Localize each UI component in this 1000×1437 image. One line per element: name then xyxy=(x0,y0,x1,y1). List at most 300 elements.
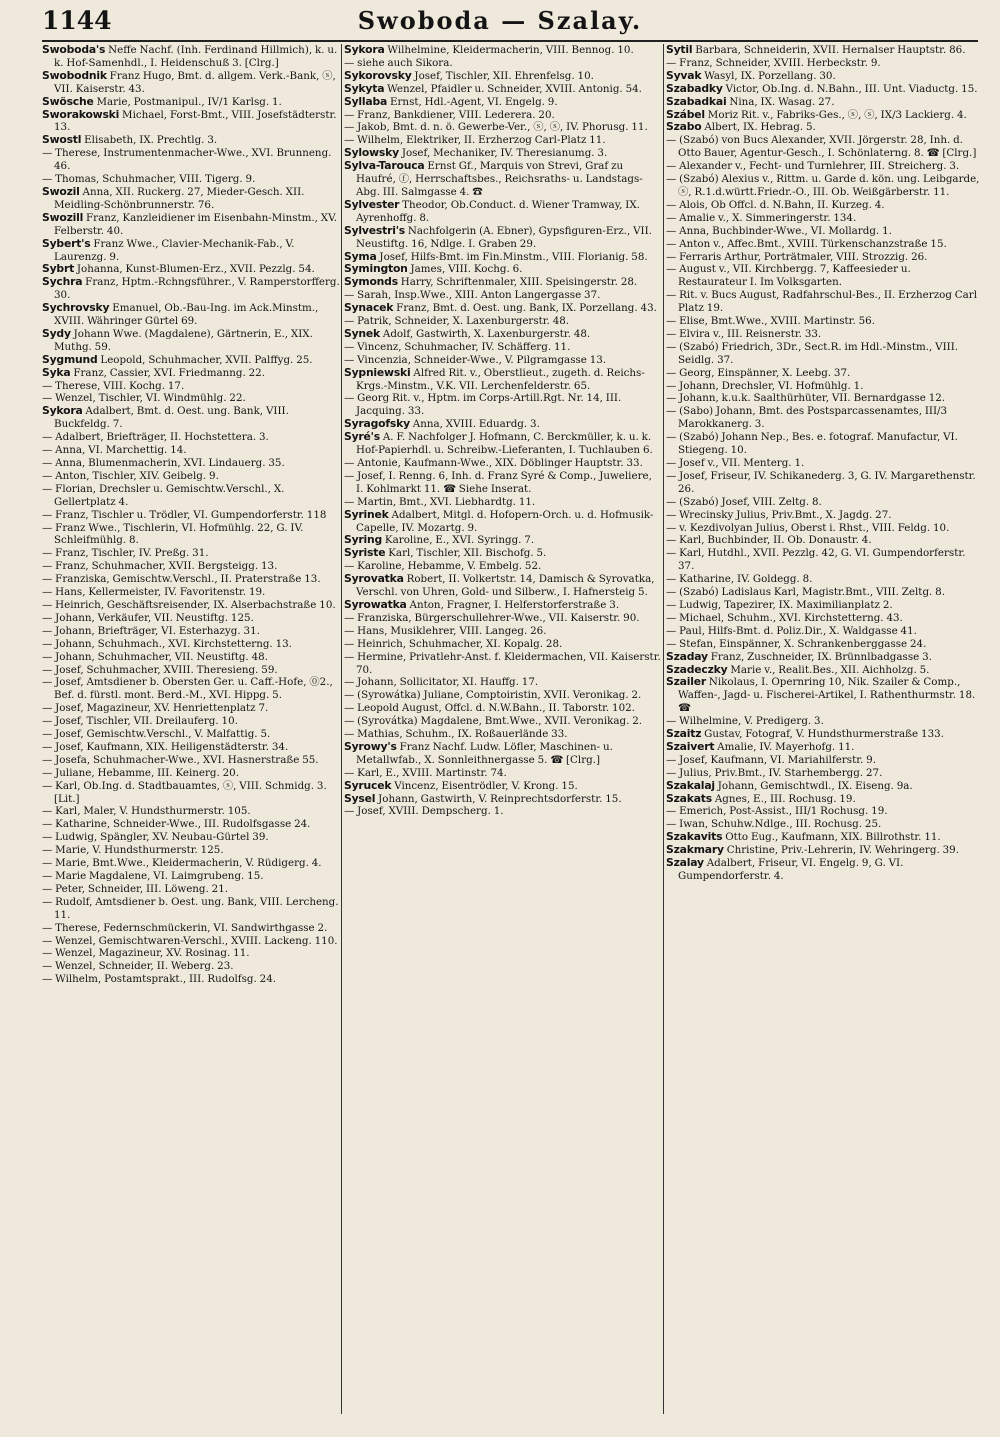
entry-text: Agnes, E., III. Rochusg. 19. xyxy=(712,792,856,805)
directory-entry xyxy=(42,392,340,405)
entry-text: — Johann, Briefträger, VI. Esterhazyg. 31. xyxy=(42,624,260,637)
entry-text: — Josef, Amtsdiener b. Obersten Ger. u. Caff.-Hofe, ⓪2., Bef. d. fürstl. mont. Berd.-M., XVI. Hippg. 5. xyxy=(42,676,333,702)
entry-text: — Martin, Bmt., XVI. Liebhardtg. 11. xyxy=(344,495,536,508)
entry-text: Alfred Rit. v., Oberstlieut., zugeth. d. Reichs-Krgs.-Minstm., V.K. VII. Lerchenfelderstr. 65. xyxy=(356,366,645,392)
entry-text: — Franz, Tischler u. Trödler, VI. Gumpendorferstr. 118 xyxy=(42,508,327,521)
entry-text: — August v., VII. Kirchbergg. 7, Kaffeesieder u. Restaurateur I. Im Volksgarten. xyxy=(666,263,911,289)
directory-entry xyxy=(666,96,980,109)
directory-entry xyxy=(666,509,980,522)
entry-text: Franz, Hptm.-Rchngsführer., V. Ramperstorfferg. 30. xyxy=(54,276,340,302)
directory-entry xyxy=(42,612,340,625)
entry-text: Anna, XII. Ruckerg. 27, Mieder-Gesch. XII. Meidling-Schönbrunnerstr. 76. xyxy=(54,185,305,211)
entry-text: Franz, Zuschneider, IX. Brünnlbadgasse 3. xyxy=(707,650,932,663)
directory-entry xyxy=(666,496,980,509)
entry-text: Wilhelmine, Kleidermacherin, VIII. Bennog. 10. xyxy=(384,44,634,56)
entry-surname: Symonds xyxy=(344,275,398,289)
entry-surname: Sykora xyxy=(344,44,385,56)
entry-text: Johann, Gemischtwdl., IX. Eiseng. 9a. xyxy=(714,779,913,792)
entry-text: — Karl, Hutdhl., XVII. Pezzlg. 42, G. VI. Gumpendorferstr. 37. xyxy=(666,547,966,573)
entry-text: — Rudolf, Amtsdiener b. Oest. ung. Bank, VIII. Lercheng. 11. xyxy=(42,895,339,921)
entry-surname: Sykyta xyxy=(344,81,385,95)
entry-text: James, VIII. Kochg. 6. xyxy=(407,263,523,276)
directory-entry xyxy=(666,44,980,57)
directory-entry xyxy=(344,496,662,509)
entry-text: — Vincenz, Schuhmacher, IV. Schäfferg. 11. xyxy=(344,340,571,353)
entry-text: — Juliane, Hebamme, III. Keinerg. 20. xyxy=(42,766,240,779)
entry-text: — Stefan, Einspänner, X. Schrankenberggasse 24. xyxy=(666,637,927,650)
entry-text: Christine, Priv.-Lehrerin, IV. Wehringerg. 39. xyxy=(723,844,959,857)
entry-text: — Anna, Blumenmacherin, XVI. Lindauerg. 35. xyxy=(42,457,285,469)
entry-surname: Syrinek xyxy=(344,507,389,521)
directory-entry xyxy=(666,315,980,328)
entry-text: — Johann, Drechsler, VI. Hofmühlg. 1. xyxy=(666,379,864,392)
directory-entry xyxy=(666,392,980,405)
entry-text: — Elvira v., III. Reisnerstr. 33. xyxy=(666,327,822,340)
entry-text: Adolf, Gastwirth, X. Laxenburgerstr. 48. xyxy=(380,327,591,340)
entry-surname: Szalay xyxy=(666,856,704,870)
entry-text: — (Szabó) Josef, VIII. Zeltg. 8. xyxy=(666,495,822,508)
entry-surname: Syrowatka xyxy=(344,597,407,611)
directory-entry xyxy=(42,263,340,276)
entry-text: Emanuel, Ob.-Bau-Ing. im Ack.Minstm., XVIII. Währinger Gürtel 69. xyxy=(54,302,319,328)
entry-surname: Sygmund xyxy=(42,352,98,366)
directory-entry xyxy=(344,780,662,793)
entry-text: Neffe Nachf. (Inh. Ferdinand Hillmich), k. u. k. Hof-Samenhdl., I. Heidenschuß 3. [Clrg.] xyxy=(54,44,338,69)
entry-text: — Franziska, Bürgerschullehrer-Wwe., VII. Kaiserstr. 90. xyxy=(344,611,640,624)
directory-entry xyxy=(666,534,980,547)
directory-entry xyxy=(666,805,980,818)
entry-surname: Syring xyxy=(344,533,383,547)
entry-text: — (Szabó) Alexius v., Rittm. u. Garde d. kön. ung. Leibgarde, ⓢ, R.1.d.württ.Friedr.-O., III. Ob. Weißgärberstr. 11. xyxy=(666,173,980,198)
directory-entry xyxy=(666,238,980,251)
column-divider xyxy=(341,44,342,1414)
page-header xyxy=(0,0,1000,44)
entry-text: — Amalie v., X. Simmeringerstr. 134. xyxy=(666,211,857,224)
directory-entry xyxy=(344,767,662,780)
entry-text: — Hans, Musiklehrer, VIII. Langeg. 26. xyxy=(344,624,547,637)
directory-entry xyxy=(344,599,662,612)
entry-text: — Iwan, Schuhw.Ndlge., III. Rochusg. 25. xyxy=(666,818,882,831)
entry-text: — Johann, Schuhmacher, VII. Neustiftg. 48. xyxy=(42,650,268,663)
directory-entry xyxy=(42,444,340,457)
entry-text: Anton, Fragner, I. Helferstorferstraße 3. xyxy=(406,598,620,611)
entry-text: Ernst Gf., Marquis von Strevi, Graf zu Haufré, ⓕ, Herrschaftsbes., Reichsraths- u. Landstags-Abg. III. Salmgasse 4. ☎ xyxy=(356,160,643,198)
directory-entry xyxy=(42,405,340,431)
directory-entry xyxy=(42,896,340,922)
directory-entry xyxy=(42,702,340,715)
directory-entry xyxy=(42,367,340,380)
entry-text: — Antonie, Kaufmann-Wwe., XIX. Döblinger Hauptstr. 33. xyxy=(344,457,643,469)
directory-entry xyxy=(42,354,340,367)
entry-text: — Franz, Bankdiener, VIII. Lederera. 20. xyxy=(344,108,555,121)
directory-entry xyxy=(666,431,980,457)
directory-entry xyxy=(42,922,340,935)
entry-text: — Katharine, Schneider-Wwe., III. Rudolfsgasse 24. xyxy=(42,818,311,831)
directory-entry xyxy=(42,831,340,844)
entry-text: — Josef, Gemischtw.Verschl., V. Malfattig. 5. xyxy=(42,728,271,741)
directory-entry xyxy=(42,664,340,677)
entry-text: — Sarah, Insp.Wwe., XIII. Anton Langergasse 37. xyxy=(344,289,601,302)
directory-entry xyxy=(666,573,980,586)
entry-text: — Josef v., VII. Menterg. 1. xyxy=(666,457,805,469)
entry-text: — Franz Wwe., Tischlerin, VI. Hofmühlg. 22, G. IV. Schleifmühlg. 8. xyxy=(42,521,304,547)
directory-entry xyxy=(42,186,340,212)
entry-text: Franz, Bmt. d. Oest. ung. Bank, IX. Porzellang. 43. xyxy=(393,302,657,315)
entry-text: Barbara, Schneiderin, XVII. Hernalser Hauptstr. 86. xyxy=(692,44,966,56)
entry-text: — Alois, Ob Offcl. d. N.Bahn, II. Kurzeg. 4. xyxy=(666,198,885,211)
entry-text: — (Syrovátka) Magdalene, Bmt.Wwe., XVII. Veronikag. 2. xyxy=(344,715,643,728)
entry-text: — Johann, Verkäufer, VII. Neustiftg. 125. xyxy=(42,611,254,624)
directory-entry xyxy=(42,483,340,509)
entry-text: Vincenz, Eisentrödler, V. Krong. 15. xyxy=(391,779,578,792)
entry-text: — Ludwig, Spängler, XV. Neubau-Gürtel 39. xyxy=(42,831,269,844)
entry-text: Karl, Tischler, XII. Bischofg. 5. xyxy=(385,547,547,560)
directory-entry xyxy=(666,160,980,173)
entry-text: Karoline, E., XVI. Syringg. 7. xyxy=(382,534,535,547)
entry-text: Wenzel, Pfaidler u. Schneider, XVIII. Antonig. 54. xyxy=(384,82,642,95)
entry-text: — Anna, Buchbinder-Wwe., VI. Mollardg. 1. xyxy=(666,224,892,237)
entry-text: — Franziska, Gemischtw.Verschl., II. Praterstraße 13. xyxy=(42,573,321,586)
entry-text: Nikolaus, I. Opernring 10, Nik. Szailer & Comp., Waffen-, Jagd- u. Fischerei-Artikel, I. Rathenthurmstr. 18. ☎ xyxy=(678,676,976,715)
entry-text: — Wilhelm, Elektriker, II. Erzherzog Carl-Platz 11. xyxy=(344,134,606,147)
entry-text: — Marie Magdalene, VI. Laimgrubeng. 15. xyxy=(42,870,264,882)
directory-entry xyxy=(42,431,340,444)
directory-entry xyxy=(42,70,340,96)
entry-surname: Syllaba xyxy=(344,94,388,108)
directory-entry xyxy=(42,741,340,754)
directory-entry xyxy=(344,638,662,651)
directory-entry xyxy=(42,818,340,831)
entry-surname: Szaday xyxy=(666,649,708,663)
entry-text: — v. Kezdivolyan Julius, Oberst i. Rhst., VIII. Feldg. 10. xyxy=(666,521,950,534)
directory-entry xyxy=(42,767,340,780)
directory-entry xyxy=(666,380,980,393)
entry-text: — Elise, Bmt.Wwe., XVIII. Martinstr. 56. xyxy=(666,315,875,328)
directory-entry xyxy=(42,573,340,586)
directory-entry xyxy=(42,44,340,70)
entry-text: — Adalbert, Briefträger, II. Hochstettera. 3. xyxy=(42,431,269,444)
entry-text: Johann Wwe. (Magdalene), Gärtnerin, E., XIX. Muthg. 59. xyxy=(54,327,313,353)
entry-text: — Marie, Bmt.Wwe., Kleidermacherin, V. Rüdigerg. 4. xyxy=(42,857,322,870)
entry-text: — Alexander v., Fecht- und Turnlehrer, III. Streicherg. 3. xyxy=(666,160,960,173)
directory-entry xyxy=(666,367,980,380)
entry-text: Theodor, Ob.Conduct. d. Wiener Tramway, IX. Ayrenhoffg. 8. xyxy=(356,198,640,224)
directory-entry xyxy=(666,664,980,677)
entry-text: Adalbert, Mitgl. d. Hofopern-Orch. u. d. Hofmusik-Capelle, IV. Mozartg. 9. xyxy=(356,508,654,534)
directory-entry xyxy=(42,780,340,806)
entry-surname: Szakavits xyxy=(666,830,723,844)
entry-text: Adalbert, Bmt. d. Oest. ung. Bank, VIII. Buckfeldg. 7. xyxy=(54,405,289,431)
directory-entry xyxy=(344,509,662,535)
entry-surname: Szakmary xyxy=(666,843,724,857)
entry-text: — Wenzel, Tischler, VI. Windmühlg. 22. xyxy=(42,392,246,405)
directory-entry xyxy=(42,857,340,870)
directory-entry xyxy=(42,212,340,238)
directory-entry xyxy=(344,121,662,134)
entry-text: — Heinrich, Geschäftsreisender, IX. Alserbachstraße 10. xyxy=(42,598,336,611)
directory-entry xyxy=(344,715,662,728)
directory-entry xyxy=(666,547,980,573)
entry-surname: Szakats xyxy=(666,791,712,805)
directory-entry xyxy=(42,754,340,767)
entry-text: Franz Hugo, Bmt. d. allgem. Verk.-Bank, ⓢ, VII. Kaiserstr. 43. xyxy=(54,69,336,95)
entry-surname: Szabadky xyxy=(666,81,723,95)
column-divider xyxy=(663,44,664,1414)
entry-surname: Sybert's xyxy=(42,236,91,250)
entry-surname: Sychra xyxy=(42,275,83,289)
entry-surname: Sylvestri's xyxy=(344,223,406,237)
entry-text: — Hermine, Privatlehr-Anst. f. Kleidermachen, VII. Kaiserstr. 70. xyxy=(344,650,661,676)
directory-entry xyxy=(42,651,340,664)
directory-entry xyxy=(666,715,980,728)
directory-entry xyxy=(42,676,340,702)
entry-text: Anna, XVIII. Eduardg. 3. xyxy=(409,418,540,431)
directory-entry xyxy=(666,251,980,264)
entry-text: Johann, Gastwirth, V. Reinprechtsdorferstr. 15. xyxy=(375,792,622,805)
entry-surname: Syragofsky xyxy=(344,417,410,431)
entry-surname: Symington xyxy=(344,262,408,276)
entry-surname: Syvak xyxy=(666,68,702,82)
entry-text: — Emerich, Post-Assist., III/1 Rochusg. 19. xyxy=(666,805,888,818)
directory-entry xyxy=(42,586,340,599)
directory-entry xyxy=(666,57,980,70)
directory-entry xyxy=(344,805,662,818)
directory-entry xyxy=(344,341,662,354)
entry-surname: Szaitz xyxy=(666,727,702,741)
entry-text: — Anton, Tischler, XIV. Geibelg. 9. xyxy=(42,469,219,482)
entry-text: — Johann, k.u.k. Saalthürhüter, VII. Bernardgasse 12. xyxy=(666,392,946,405)
entry-surname: Synek xyxy=(344,326,381,340)
entry-text: — Wilhelmine, V. Predigerg. 3. xyxy=(666,715,824,728)
directory-entry xyxy=(42,805,340,818)
entry-text: — Karl, Buchbinder, II. Ob. Donaustr. 4. xyxy=(666,534,872,547)
entry-surname: Syrucek xyxy=(344,778,392,792)
entry-text: — Wilhelm, Postamtsprakt., III. Rudolfsg. 24. xyxy=(42,973,277,986)
entry-text: — Josef, Kaufmann, VI. Mariahilferstr. 9. xyxy=(666,753,876,766)
directory-entry xyxy=(42,883,340,896)
directory-entry xyxy=(666,676,980,715)
directory-entry xyxy=(666,638,980,651)
entry-text: — Julius, Priv.Bmt., IV. Starhembergg. 27. xyxy=(666,766,883,779)
entry-text: — Patrik, Schneider, X. Laxenburgerstr. 48. xyxy=(344,315,570,328)
directory-entry xyxy=(344,625,662,638)
directory-entry xyxy=(344,741,662,767)
entry-text: — Florian, Drechsler u. Gemischtw.Verschl., X. Gellertplatz 4. xyxy=(42,482,285,508)
directory-entry xyxy=(666,599,980,612)
running-head: Swoboda — Szalay. xyxy=(357,6,643,35)
directory-entry xyxy=(344,315,662,328)
entry-surname: Syré's xyxy=(344,430,380,444)
directory-entry xyxy=(344,702,662,715)
entry-text: — Josef, XVIII. Dempscherg. 1. xyxy=(344,805,504,818)
directory-entry xyxy=(344,573,662,599)
entry-text: — Thomas, Schuhmacher, VIII. Tigerg. 9. xyxy=(42,173,256,186)
entry-text: — Johann, Schuhmach., XVI. Kirchstetterng. 13. xyxy=(42,637,292,650)
entry-surname: Swozill xyxy=(42,210,84,224)
entry-surname: Sychrovsky xyxy=(42,301,110,315)
directory-entry xyxy=(344,392,662,418)
directory-entry xyxy=(666,754,980,767)
directory-entry xyxy=(42,935,340,948)
entry-text: — Josef, Schuhmacher, XVIII. Theresieng. 59. xyxy=(42,663,278,676)
directory-entry xyxy=(666,263,980,289)
header-rule xyxy=(42,40,978,42)
entry-text: Wasyl, IX. Porzellang. 30. xyxy=(701,69,836,82)
entry-text: Michael, Forst-Bmt., VIII. Josefstädterstr. 13. xyxy=(54,108,337,134)
directory-entry xyxy=(42,302,340,328)
entry-text: Amalie, IV. Mayerhofg. 11. xyxy=(714,740,855,753)
entry-text: Marie v., Realit.Bes., XII. Aichholzg. 5. xyxy=(727,663,930,676)
directory-entry xyxy=(344,160,662,199)
entry-text: — Josefa, Schuhmacher-Wwe., XVI. Hasnerstraße 55. xyxy=(42,753,319,766)
entry-text: — Johann, Sollicitator, XI. Hauffg. 17. xyxy=(344,676,539,689)
entry-text: — Therese, VIII. Kochg. 17. xyxy=(42,379,185,392)
entry-text: Franz, Kanzleidiener im Eisenbahn-Minstm., XV. Felberstr. 40. xyxy=(54,211,338,237)
directory-entry xyxy=(344,418,662,431)
directory-entry xyxy=(344,676,662,689)
entry-surname: Sydy xyxy=(42,326,71,340)
entry-surname: Sysel xyxy=(344,791,376,805)
directory-entry xyxy=(42,715,340,728)
entry-text: — Karl, Ob.Ing. d. Stadtbauamtes, ⓢ, VIII. Schmidg. 3. [Lit.] xyxy=(42,779,327,805)
directory-entry xyxy=(42,470,340,483)
entry-surname: Synacek xyxy=(344,301,394,315)
entry-text: — (Syrowátka) Juliane, Comptoiristin, XVII. Veronikag. 2. xyxy=(344,689,642,702)
directory-entry xyxy=(344,276,662,289)
directory-entry xyxy=(42,728,340,741)
directory-entry xyxy=(666,857,980,883)
entry-text: — (Szabó) Johann Nep., Bes. e. fotograf. Manufactur, VI. Stiegeng. 10. xyxy=(666,431,958,457)
entry-text: Ernst, Hdl.-Agent, VI. Engelg. 9. xyxy=(387,95,558,108)
directory-entry xyxy=(42,844,340,857)
directory-entry xyxy=(344,83,662,96)
directory-entry xyxy=(666,844,980,857)
directory-entry xyxy=(344,328,662,341)
entry-surname: Szadeczky xyxy=(666,662,728,676)
entry-text: Marie, Postmanipul., IV/1 Karlsg. 1. xyxy=(93,95,282,108)
directory-entry xyxy=(42,238,340,264)
entry-text: Nina, IX. Wasag. 27. xyxy=(726,95,835,108)
entry-text: — Peter, Schneider, III. Löweng. 21. xyxy=(42,882,229,895)
entry-text: Elisabeth, IX. Prechtlg. 3. xyxy=(81,134,218,147)
entry-text: — Leopold August, Offcl. d. N.W.Bahn., II. Taborstr. 102. xyxy=(344,702,635,715)
entry-text: — Wenzel, Schneider, II. Weberg. 23. xyxy=(42,960,234,973)
directory-entry xyxy=(666,121,980,134)
entry-text: — Marie, V. Hundsthurmerstr. 125. xyxy=(42,844,224,857)
directory-entry xyxy=(344,651,662,677)
entry-text: — Wenzel, Gemischtwaren-Verschl., XVIII. Lackeng. 110. xyxy=(42,934,338,947)
entry-surname: Szabadkai xyxy=(666,94,727,108)
entry-text: — Karl, E., XVIII. Martinstr. 74. xyxy=(344,766,507,779)
entry-text: — Paul, Hilfs-Bmt. d. Poliz.Dir., X. Waldgasse 41. xyxy=(666,624,917,637)
directory-entry xyxy=(42,960,340,973)
directory-entry xyxy=(344,225,662,251)
entry-surname: Sybrt xyxy=(42,262,75,276)
entry-surname: Sykorovsky xyxy=(344,68,412,82)
directory-entry xyxy=(42,457,340,470)
entry-surname: Sylvester xyxy=(344,197,400,211)
entry-text: — Rit. v. Bucs August, Radfahrschul-Bes., II. Erzherzog Carl Platz 19. xyxy=(666,289,978,315)
entry-surname: Swozil xyxy=(42,184,80,198)
entry-text: — (Szabó) Ladislaus Karl, Magistr.Bmt., VIII. Zeltg. 8. xyxy=(666,586,946,599)
entry-text: Franz Wwe., Clavier-Mechanik-Fab., V. Laurenzg. 9. xyxy=(54,237,295,263)
directory-entry xyxy=(666,225,980,238)
entry-text: Franz, Cassier, XVI. Friedmanng. 22. xyxy=(70,366,265,379)
directory-entry xyxy=(42,509,340,522)
directory-entry xyxy=(666,328,980,341)
directory-entry xyxy=(666,780,980,793)
entry-surname: Sypniewski xyxy=(344,365,411,379)
entry-surname: Szailer xyxy=(666,675,706,689)
entry-text: Gustav, Fotograf, V. Hundsthurmerstraße 133. xyxy=(701,728,944,741)
directory-entry xyxy=(344,70,662,83)
directory-entry xyxy=(344,109,662,122)
entry-surname: Syriste xyxy=(344,546,386,560)
directory-entry xyxy=(42,109,340,135)
directory-entry xyxy=(666,341,980,367)
directory-entry xyxy=(42,599,340,612)
directory-entry xyxy=(666,289,980,315)
entry-text: — (Szabó) Friedrich, 3Dr., Sect.R. im Hdl.-Minstm., VIII. Seidlg. 37. xyxy=(666,340,959,366)
directory-entry xyxy=(666,212,980,225)
directory-entry xyxy=(344,793,662,806)
directory-entry xyxy=(344,431,662,457)
entry-text: — Katharine, IV. Goldegg. 8. xyxy=(666,573,813,586)
column-middle xyxy=(344,44,662,1414)
entry-surname: Syma xyxy=(344,249,377,263)
directory-entry xyxy=(42,638,340,651)
entry-text: — Heinrich, Schuhmacher, XI. Kopalg. 28. xyxy=(344,637,563,650)
entry-text: — Franz, Schuhmacher, XVII. Bergsteigg. 13. xyxy=(42,560,278,573)
entry-surname: Sworakowski xyxy=(42,107,120,121)
entry-text: — Jakob, Bmt. d. n. ö. Gewerbe-Ver., ⓢ, ⓢ, IV. Phorusg. 11. xyxy=(344,121,648,134)
entry-text: — Hans, Kellermeister, IV. Favoritenstr. 19. xyxy=(42,586,266,599)
entry-surname: Sylowsky xyxy=(344,146,399,160)
directory-entry xyxy=(344,457,662,470)
entry-text: Moriz Rit. v., Fabriks-Ges., ⓢ, ⓢ, IX/3 Lackierg. 4. xyxy=(704,108,967,121)
directory-entry xyxy=(666,741,980,754)
entry-text: — Ferraris Arthur, Porträtmaler, VIII. Strozzig. 26. xyxy=(666,250,928,263)
entry-text: — Josef, Magazineur, XV. Henriettenplatz 7. xyxy=(42,702,269,715)
directory-entry xyxy=(344,612,662,625)
entry-surname: Szabo xyxy=(666,120,702,134)
directory-entry xyxy=(666,793,980,806)
directory-entry xyxy=(666,625,980,638)
entry-surname: Syka xyxy=(42,365,71,379)
entry-surname: Swoboda's xyxy=(42,44,106,56)
directory-entry xyxy=(42,328,340,354)
entry-text: — Franz, Schneider, XVIII. Herbeckstr. 9. xyxy=(666,56,881,69)
entry-surname: Swösche xyxy=(42,94,94,108)
directory-entry xyxy=(42,134,340,147)
directory-entry xyxy=(42,380,340,393)
entry-text: — Wrecinsky Julius, Priv.Bmt., X. Jagdg. 27. xyxy=(666,508,892,521)
directory-entry xyxy=(666,586,980,599)
entry-text: — (Sabo) Johann, Bmt. des Postsparcassenamtes, III/3 Marokkanerg. 3. xyxy=(666,405,948,431)
entry-text: Albert, IX. Hebrag. 5. xyxy=(701,121,816,134)
directory-entry xyxy=(344,44,662,57)
directory-entry xyxy=(344,689,662,702)
directory-entry xyxy=(42,870,340,883)
entry-text: Adalbert, Friseur, VI. Engelg. 9, G. VI. Gumpendorferstr. 4. xyxy=(678,857,904,882)
directory-entry xyxy=(344,470,662,496)
entry-text: — Therese, Federnschmückerin, VI. Sandwirthgasse 2. xyxy=(42,921,328,934)
entry-text: Josef, Hilfs-Bmt. im Fin.Minstm., VIII. Florianig. 58. xyxy=(376,250,648,263)
entry-text: — Josef, Kaufmann, XIX. Heiligenstädterstr. 34. xyxy=(42,740,289,753)
entry-text: Josef, Tischler, XII. Ehrenfelsg. 10. xyxy=(411,69,594,82)
entry-surname: Swostl xyxy=(42,133,82,147)
column-left xyxy=(42,44,340,1414)
